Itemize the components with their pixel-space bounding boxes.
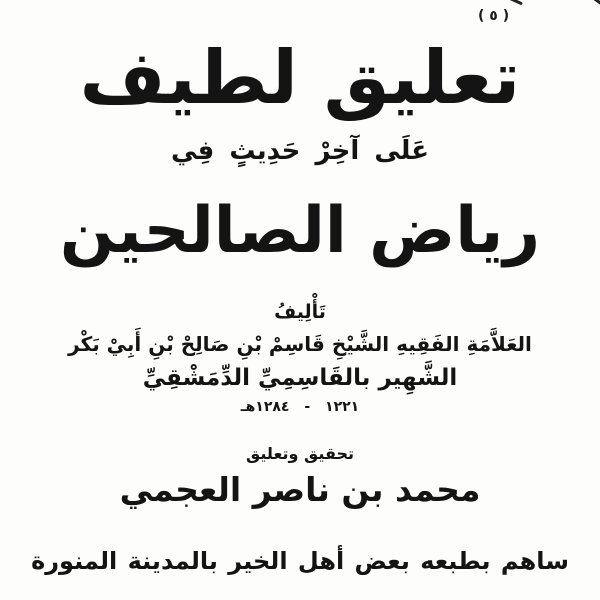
ink-stroke-artifact: [589, 0, 600, 5]
book-name-calligraphy: رياض الصالحين: [59, 194, 541, 268]
main-title-calligraphy: تعليق لطيف: [79, 35, 521, 121]
editor-name-calligraphy: محمد بن ناصر العجمي: [119, 470, 481, 509]
printing-sponsor-note: ساهم بطبعه بعض أهل الخير بالمدينة المنورة: [31, 547, 569, 575]
ink-stroke-artifact: [506, 0, 523, 5]
editor-role-label: تحقيق وتعليق: [245, 444, 355, 463]
authored-by-label: تَأْلِيفُ: [274, 301, 326, 323]
author-hijri-dates: ١٢٢١ - ١٢٨٤هـ: [240, 399, 360, 415]
author-name-line: العَلاَّمَةِ الفَقِيهِ الشَّيْخِ قَاسِمْ بْنِ صَالِحْ بْنِ أَبِيْ بَكْر: [68, 332, 532, 356]
page-number: ( ٥ ): [478, 8, 510, 24]
author-known-as-line: الشَّهِير بالقَاسِمِيِّ الدِّمَشْقِيِّ: [142, 365, 458, 391]
subtitle-line: عَلَى آخِرْ حَدِيثٍ فِي: [170, 136, 430, 166]
